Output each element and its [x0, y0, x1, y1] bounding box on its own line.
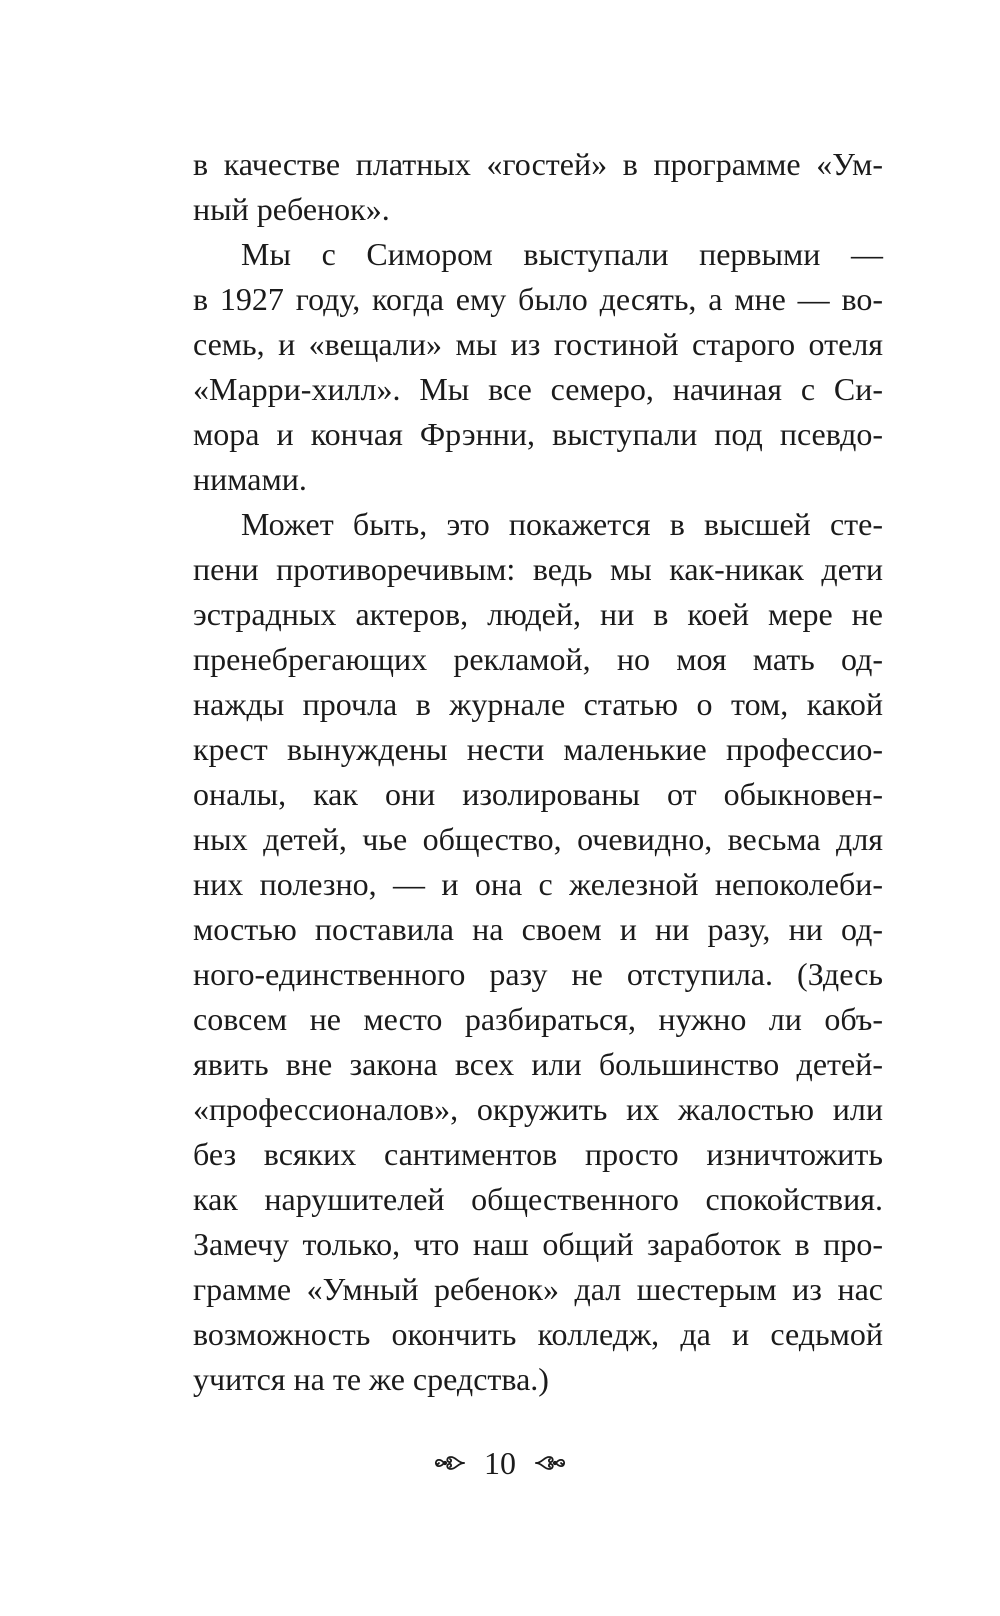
text-line: них полезно, — и она с железной непоколеби-: [193, 866, 883, 902]
text-line: оналы, как они изолированы от обыкновен-: [193, 776, 883, 812]
text-line: в 1927 году, когда ему было десять, а мне — во-: [193, 281, 883, 317]
text-line: нажды прочла в журнале статью о том, какой: [193, 686, 883, 722]
text-line: в качестве платных «гостей» в программе «Ум-: [193, 146, 883, 182]
text-line: «профессионалов», окружить их жалостью или: [193, 1091, 883, 1127]
text-line: грамме «Умный ребенок» дал шестерым из нас: [193, 1271, 883, 1307]
flourish-left-icon: [432, 1452, 466, 1474]
page-number: 10: [484, 1445, 516, 1481]
text-line: семь, и «вещали» мы из гостиной старого отеля: [193, 326, 883, 362]
text-line: пени противоречивым: ведь мы как-никак дети: [193, 551, 883, 587]
text-line: пренебрегающих рекламой, но моя мать од-: [193, 641, 883, 677]
text-line: явить вне закона всех или большинство детей-: [193, 1046, 883, 1082]
text-line: учится на те же средства.): [193, 1361, 549, 1397]
text-line: мостью поставила на своем и ни разу, ни од-: [193, 911, 883, 947]
text-line: «Марри-хилл». Мы все семеро, начиная с Си-: [193, 371, 883, 407]
text-line: как нарушителей общественного спокойствия.: [193, 1181, 883, 1217]
text-line: Замечу только, что наш общий заработок в про-: [193, 1226, 883, 1262]
body-text: [193, 142, 883, 1402]
text-line: эстрадных актеров, людей, ни в коей мере не: [193, 596, 883, 632]
page-folio: [0, 1438, 1000, 1488]
text-line: Может быть, это покажется в высшей сте-: [241, 506, 883, 542]
text-line: Мы с Симором выступали первыми —: [241, 236, 883, 272]
text-line: ного-единственного разу не отступила. (Здесь: [193, 956, 883, 992]
text-line: без всяких сантиментов просто изничтожить: [193, 1136, 883, 1172]
text-line: совсем не место разбираться, нужно ли объ-: [193, 1001, 883, 1037]
text-line: ный ребенок».: [193, 191, 390, 227]
text-line: крест вынуждены нести маленькие профессио-: [193, 731, 883, 767]
text-line: возможность окончить колледж, да и седьмой: [193, 1316, 883, 1352]
flourish-right-icon: [534, 1452, 568, 1474]
text-line: ных детей, чье общество, очевидно, весьма для: [193, 821, 883, 857]
text-line: нимами.: [193, 461, 307, 497]
text-line: мора и кончая Фрэнни, выступали под псевдо-: [193, 416, 883, 452]
